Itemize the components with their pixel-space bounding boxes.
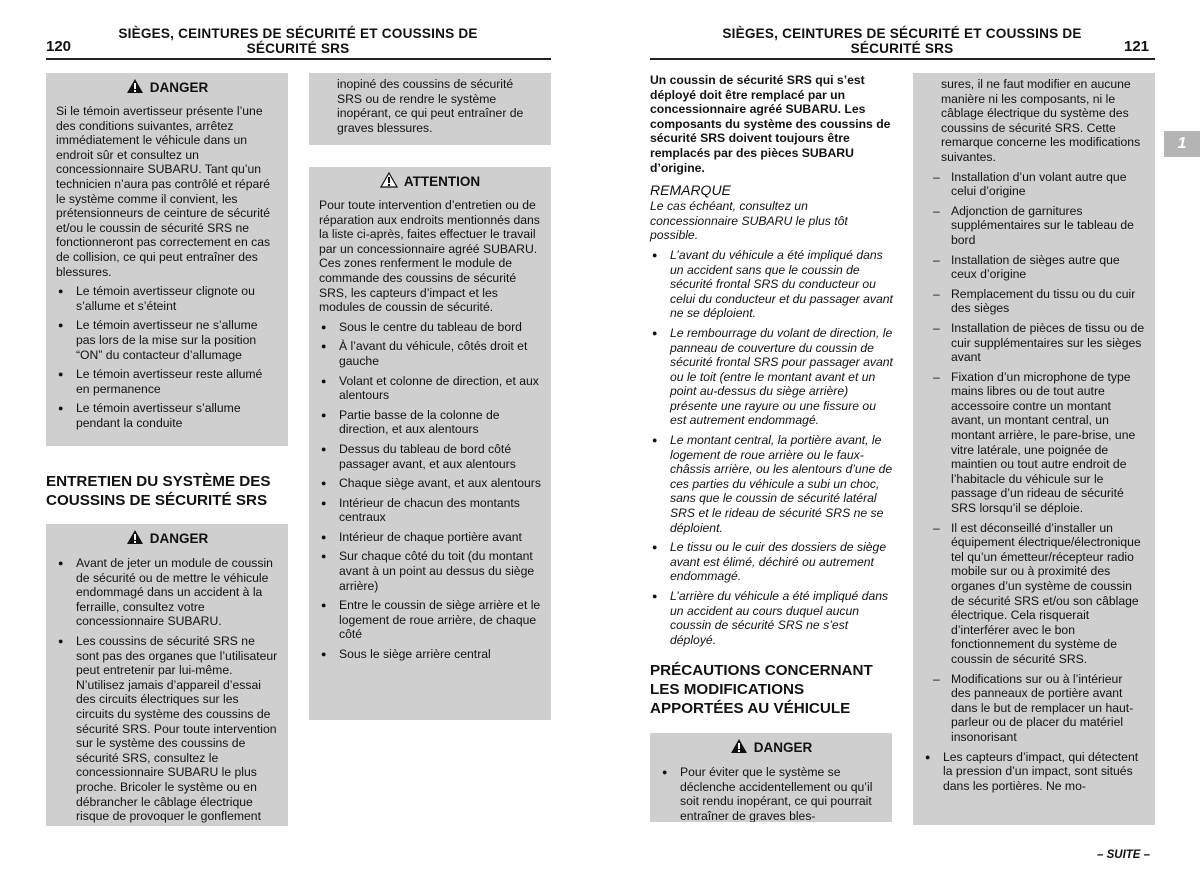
danger-heading xyxy=(660,733,882,760)
attention-list xyxy=(319,320,541,662)
header-rule-left xyxy=(46,58,551,60)
remarque-text: Le cas échéant, consultez un concessionnaire SUBARU le plus tôt possible. xyxy=(650,199,848,243)
list-item: ● Intérieur de chaque portière avant xyxy=(319,530,541,545)
list-item: ● Entre le coussin de siège arrière et le logement de roue arrière, de chaque côté xyxy=(319,598,541,642)
section-title-entretien: ENTRETIEN DU SYSTÈME DES COUSSINS DE SÉCURITÉ SRS xyxy=(46,473,271,509)
list-item: ● Le témoin avertisseur clignote ou s’allume et s’éteint xyxy=(56,284,278,313)
warning-triangle-icon xyxy=(126,78,144,98)
list-item: – Fixation d’un microphone de type mains libres ou de tout autre accessoire contre un montant avant, un montant central, un montant arrière, le pare-brise, une vitre latérale, une poignée de maintien ou tout autre endroit de l’habitacle du véhicule sur le passage d’un rideau de sécurité SRS lorsqu’il se déploie. xyxy=(929,370,1145,516)
list-item: ● Le rembourrage du volant de direction, le panneau de couverture du coussin de sécurité frontal SRS pour passager avant ou le toit (entre le montant avant et un point au-dessus du siège arrière) présente une rayure ou une fissure ou est autrement endommagé. xyxy=(650,326,894,428)
list-item: – Il est déconseillé d’installer un équipement électrique/électronique tel qu’un émetteur/récepteur radio mobile sur ou à proximité des organes d’un système de coussin de sécurité SRS et/ou son câblage électrique. Cela risquerait d’interférer avec le bon fonctionnement du système de coussin de sécurité SRS. xyxy=(929,521,1145,667)
warning-triangle-icon xyxy=(730,738,748,758)
list-item: – Installation d’un volant autre que celui d’origine xyxy=(929,170,1145,199)
remarque-list xyxy=(650,248,894,647)
list-item: ● Pour éviter que le système se déclenche accidentellement ou qu’il soit rendu inopérant, ce qui pourrait entraîner de graves bles- xyxy=(660,765,882,822)
header-rule-right xyxy=(650,58,1155,60)
danger-continued-text: sures, il ne faut modifier en aucune manière ni les composants, ni le câblage électrique du système des coussins de sécurité SRS. Cette remarque concerne les modifications suivantes. xyxy=(941,77,1141,164)
right-col-1 xyxy=(650,73,894,647)
list-item: ● Le montant central, la portière avant, le logement de roue arrière ou le faux-châssis arrière, ou les alentours d’une de ces parties du véhicule a subi un choc, sans que le coussin de sécurité latéral SRS et le rideau de sécurité SRS ne se déploient. xyxy=(650,433,894,535)
list-item: – Modifications sur ou à l’intérieur des panneaux de portière avant dans le but de remplacer un haut-parleur ou de placer du matériel insonorisant xyxy=(929,672,1145,745)
danger-list xyxy=(923,750,1145,794)
list-item: ● Intérieur de chacun des montants centraux xyxy=(319,496,541,525)
danger-box-2 xyxy=(46,524,288,826)
danger-label: DANGER xyxy=(149,80,209,95)
header-title-right: SIÈGES, CEINTURES DE SÉCURITÉ ET COUSSINS DE SÉCURITÉ SRS xyxy=(722,26,1082,56)
list-item: ● Partie basse de la colonne de direction, et aux alentours xyxy=(319,408,541,437)
warning-triangle-icon xyxy=(126,529,144,549)
list-item: ● Les capteurs d’impact, qui détectent la pression d’un impact, sont situés dans les portières. Ne mo- xyxy=(923,750,1145,794)
page-number-right: 121 xyxy=(1124,38,1150,55)
list-item: ● Les coussins de sécurité SRS ne sont pas des organes que l’utilisateur peut entretenir par lui-même. N’utilisez jamais d’appareil d’essai des circuits électriques sur les circuits du système des coussins de sécurité SRS. Pour toute intervention sur le système des coussins de sécurité SRS, consultez le concessionnaire SUBARU le plus proche. Bricoler le système ou en débrancher le câblage électrique risque de provoquer le gonflement xyxy=(56,634,278,824)
attention-box xyxy=(309,167,551,720)
list-item: ● Avant de jeter un module de coussin de sécurité ou de mettre le véhicule endommagé dans un accident à la ferraille, consultez votre concessionnaire SUBARU. xyxy=(56,556,278,629)
danger-label: DANGER xyxy=(753,740,813,755)
attention-label: ATTENTION xyxy=(403,174,481,189)
list-item: – Installation de sièges autre que ceux d’origine xyxy=(929,253,1145,282)
remarque-title: REMARQUE xyxy=(650,182,731,199)
list-item: ● Chaque siège avant, et aux alentours xyxy=(319,476,541,491)
list-item: ● À l’avant du véhicule, côtés droit et gauche xyxy=(319,339,541,368)
danger-list xyxy=(56,556,278,824)
danger-box-1 xyxy=(46,73,288,446)
list-item: – Remplacement du tissu ou du cuir des sièges xyxy=(929,287,1145,316)
list-item: ● Le témoin avertisseur reste allumé en permanence xyxy=(56,367,278,396)
list-item: ● Sous le centre du tableau de bord xyxy=(319,320,541,335)
danger-text: Si le témoin avertisseur présente l’une des conditions suivantes, arrêtez immédiatement le véhicule dans un endroit sûr et consultez un concessionnaire SUBARU. Tant qu’un technicien n’aura pas contrôlé et réparé le système comme il convient, les prétensionneurs de ceinture de sécurité et/ou le coussin de sécurité SRS ne fonctionneront pas correctement en cas de collision, ce qui peut entraîner des blessures. xyxy=(56,104,271,279)
list-item: ● L’avant du véhicule a été impliqué dans un accident sans que le coussin de sécurité frontal SRS du conducteur ou celui du conducteur et du passager avant ne se déploient. xyxy=(650,248,894,321)
list-item: ● Le tissu ou le cuir des dossiers de siège avant est élimé, déchiré ou autrement endommagé. xyxy=(650,540,894,584)
danger-continued-text: inopiné des coussins de sécurité SRS ou de rendre le système inopérant, ce qui peut entraîner de graves blessures. xyxy=(337,77,524,135)
danger-box-3 xyxy=(650,733,892,822)
list-item: – Installation de pièces de tissu ou de cuir supplémentaires sur les sièges avant xyxy=(929,321,1145,365)
list-item: ● Le témoin avertisseur s’allume pendant la conduite xyxy=(56,401,278,430)
list-item: ● Dessus du tableau de bord côté passager avant, et aux alentours xyxy=(319,442,541,471)
chapter-tab: 1 xyxy=(1164,131,1200,157)
danger-list xyxy=(660,765,882,822)
danger-heading xyxy=(56,73,278,100)
list-item: ● L’arrière du véhicule a été impliqué dans un accident au cours duquel aucun coussin de sécurité SRS ne s’est déployé. xyxy=(650,589,894,647)
list-item: – Adjonction de garnitures supplémentaires sur le tableau de bord xyxy=(929,204,1145,248)
danger-box-2-continued xyxy=(309,73,551,145)
list-item: ● Sous le siège arrière central xyxy=(319,647,541,662)
section-title-precautions: PRÉCAUTIONS CONCERNANT LES MODIFICATIONS APPORTÉES AU VÉHICULE xyxy=(650,662,873,717)
bold-intro: Un coussin de sécurité SRS qui s’est déployé doit être remplacé par un concessionnaire agréé SUBARU. Les composants du système des coussins de sécurité SRS doivent toujours être remplacés par des pièces SUBARU d’origine. xyxy=(650,73,891,175)
attention-text: Pour toute intervention d’entretien ou de réparation aux endroits mentionnés dans la liste ci-après, faites effectuer le travail par un concessionnaire agréé SUBARU. Ces zones renferment le module de commande des coussins de sécurité SRS, les capteurs d’impact et les modules de coussin de sécurité. xyxy=(319,198,540,315)
attention-heading xyxy=(319,167,541,194)
header-title-left: SIÈGES, CEINTURES DE SÉCURITÉ ET COUSSINS DE SÉCURITÉ SRS xyxy=(118,26,478,56)
list-item: ● Le témoin avertisseur ne s’allume pas lors de la mise sur la position “ON” du contacteur d’allumage xyxy=(56,318,278,362)
caution-triangle-icon xyxy=(380,172,398,192)
danger-heading xyxy=(56,524,278,551)
page-number-left: 120 xyxy=(46,38,72,55)
danger-label: DANGER xyxy=(149,531,209,546)
danger-box-3-continued xyxy=(913,73,1155,825)
list-item: ● Sur chaque côté du toit (du montant avant à un point au dessus du siège arrière) xyxy=(319,549,541,593)
list-item: ● Volant et colonne de direction, et aux alentours xyxy=(319,374,541,403)
footer-suite: – SUITE – xyxy=(1097,849,1151,861)
modification-list xyxy=(929,170,1145,745)
danger-list xyxy=(56,284,278,430)
